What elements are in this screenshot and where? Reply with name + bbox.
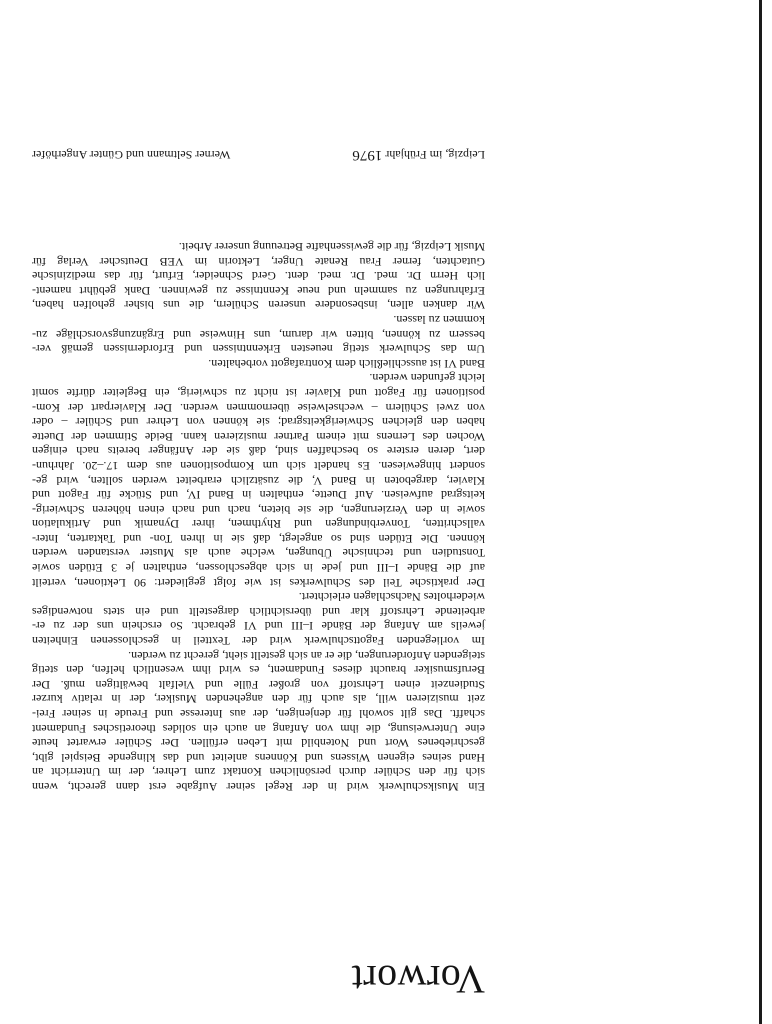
text-line: keitsgrad aufweisen. Auf Duette, enthalten in Band IV, und Stücke für Fagott und: [32, 488, 485, 503]
text-line: positionen für Fagott und Klavier ist nicht zu schwierig, ein Begleiter dürfte somit: [32, 385, 485, 400]
text-line: kommen zu lassen.: [393, 313, 485, 327]
text-line: bessern zu können, bitten wir darum, uns Hinweise und Ergänzungsvorschläge zu-: [32, 327, 485, 342]
text-line: Hand seines eigenen Wissens und Könnens anleitet und das klingende Beispiel gibt,: [32, 750, 485, 765]
text-line: leicht gefunden werden.: [369, 371, 485, 386]
text-line: schafft. Das gilt sowohl für denjenigen, der aus Interesse und Freude in seiner Frei-: [32, 707, 485, 722]
text-line: sondert hingewiesen. Es handelt sich um Kompositionen aus dem 17.–20. Jahrhun-: [32, 458, 485, 473]
text-line: Band VI ist ausschließlich dem Kontrafagott vorbehalten.: [208, 356, 485, 371]
text-line: sich für den Schüler durch persönlichen Kontakt zum Lehrer, der im Unterricht an: [32, 765, 485, 780]
signature-place-date: Leipzig, im Frühjahr 1976: [352, 147, 485, 163]
text-line: Im vorliegenden Fagottschulwerk wird der Textteil in geschlossenen Einheiten: [32, 634, 485, 649]
text-line: dert, deren erstere so beschaffen sind, daß sie der Anfänger bereits nach einigen: [32, 444, 485, 459]
text-line: Wochen des Lernens mit einem Partner musizieren kann. Beide Stimmen der Duette: [32, 429, 485, 444]
signature-line: [32, 148, 485, 162]
text-line: Tonstudien und technische Übungen, welche auch als Muster verstanden werden: [32, 546, 485, 561]
text-line: arbeitende Lehrstoff klar und übersichtlich dargestellt und ein stets notwendiges: [32, 604, 485, 619]
text-line: wiederholtes Nachschlagen erleichtert.: [298, 590, 485, 605]
text-line: Berufsmusiker braucht dieses Fundament, es wird ihm wesentlich helfen, den stetig: [32, 663, 485, 678]
page-title: Vorwort: [351, 957, 485, 1002]
text-line: Musik Leipzig, für die gewissenhafte Betreuung unserer Arbeit.: [178, 240, 485, 255]
text-line: Gutachten, ferner Frau Renate Unger, Lektorin im VEB Deutscher Verlag für: [32, 254, 485, 269]
text-line: jeweils am Anfang der Bände I–III und VI gebracht. So erschein uns der zu er-: [32, 619, 485, 634]
signature-year: 1976: [352, 147, 383, 163]
text-line: von zwei Schülern – wechselweise übernommen werden. Der Klavierpart der Kom-: [32, 400, 485, 415]
signature-authors: Werner Seltmann und Günter Angerhöfer: [32, 148, 231, 162]
text-line: lich Herrn Dr. med. Dr. med. dent. Gerd Schneider, Erfurt, für das medizinische: [32, 269, 485, 284]
text-line: eine Unterweisung, die ihm von Anfang an auch ein solides theoretisches Fundament: [32, 721, 485, 736]
text-line: vallschritten, Tonverbindungen und Rhythmen, ihrer Dynamik und Artikulation: [32, 517, 485, 532]
text-line: Klavier, dargeboten in Band V, die zusätzlich erarbeitet werden sollten, wird ge-: [32, 473, 485, 488]
text-line: haben den gleichen Schwierigkeitsgrad; sie können von Lehrer und Schüler – oder: [32, 415, 485, 430]
text-line: Erfahrungen zu sammeln und neue Kenntnisse zu gewinnen. Dank gebührt nament-: [32, 283, 485, 298]
text-line: Ein Musikschulwerk wird in der Regel seiner Aufgabe erst dann gerecht, wenn: [32, 780, 485, 794]
text-line: Studienzeit einen Lehrstoff von großer Fülle und Vielfalt bewältigen muß. Der: [32, 677, 485, 692]
text-line: auf die Bände I–III und jede in sich abgeschlossen, enthalten je 3 Etüden sowie: [32, 561, 485, 576]
text-line: Wir danken allen, insbesondere unseren Schülern, die uns bisher geholfen haben,: [32, 298, 485, 313]
text-line: können. Die Etüden sind so angelegt, daß sie in ihren Ton- und Taktarten, Inter-: [32, 531, 485, 546]
text-line: Der praktische Teil des Schulwerkes ist wie folgt gegliedert: 90 Lektionen, verteilt: [32, 575, 485, 590]
text-line: Um das Schulwerk stetig neuesten Erkenntnissen und Erfordernissen gemäß ver-: [32, 342, 485, 357]
preface-body: [32, 239, 485, 794]
text-line: zeit musizieren will, als auch für den angehenden Musiker, der in relativ kurzer: [32, 692, 485, 707]
text-line: geschriebenes Wort und Notenbild mit Leben erfüllen. Der Schüler erwartet heute: [32, 736, 485, 751]
text-line: sowie in den Verzierungen, die sie bieten, nach und nach einen höheren Schwierig-: [32, 502, 485, 517]
text-line: steigenden Anforderungen, die er an sich gestellt sieht, gerecht zu werden.: [128, 648, 485, 663]
